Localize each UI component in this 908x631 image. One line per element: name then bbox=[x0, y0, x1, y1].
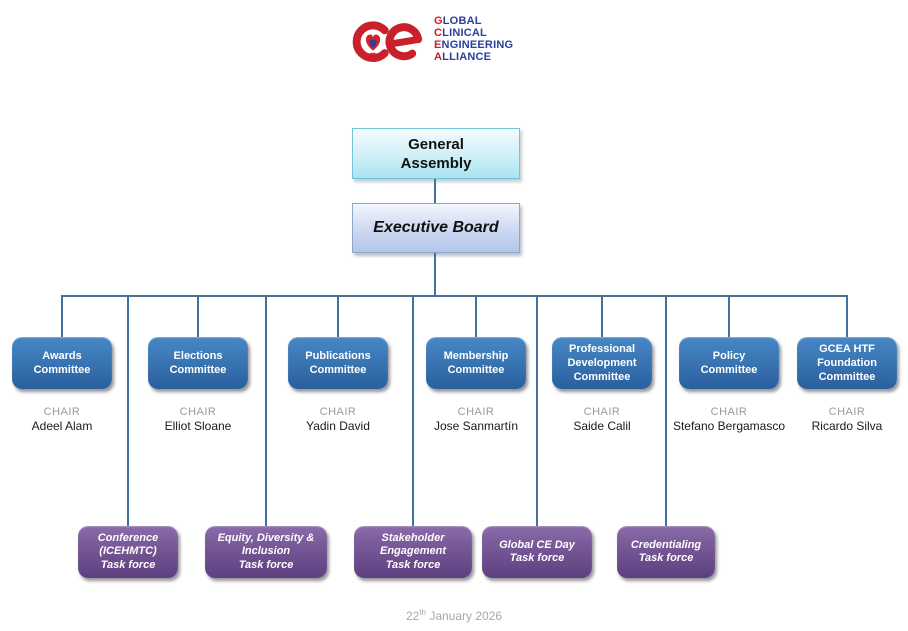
committee-elections bbox=[138, 337, 258, 434]
taskforce-label: Global CE Day bbox=[499, 538, 575, 551]
committee-label: Committee bbox=[33, 364, 91, 376]
committee-label: Committee bbox=[169, 364, 227, 376]
general-assembly-label: Assembly bbox=[400, 154, 472, 172]
committee-box bbox=[148, 337, 248, 389]
chair-name: Jose Sanmartín bbox=[433, 419, 519, 433]
committee-label: Committee bbox=[573, 371, 631, 383]
committee-label: Foundation bbox=[817, 357, 877, 369]
committee-label: Policy bbox=[712, 350, 746, 362]
committee-label: Committee bbox=[818, 371, 876, 383]
taskforce-label: Inclusion bbox=[241, 545, 291, 558]
general-assembly-label: General bbox=[408, 135, 464, 153]
taskforce-label: Conference bbox=[97, 531, 159, 544]
taskforce-label: Task force bbox=[100, 558, 156, 571]
chair-name: Stefano Bergamasco bbox=[672, 419, 786, 433]
taskforce-equity-diversity-inclusion bbox=[205, 526, 327, 578]
committee-label: Professional bbox=[568, 343, 636, 355]
taskforce-label: Task force bbox=[638, 552, 694, 564]
taskforce-label: Task force bbox=[509, 552, 565, 564]
connector-line bbox=[197, 296, 199, 337]
committee-box bbox=[426, 337, 526, 389]
connector-line bbox=[846, 296, 848, 337]
connector-line bbox=[337, 296, 339, 337]
connector-line bbox=[434, 179, 436, 203]
chair-title: CHAIR bbox=[828, 406, 866, 418]
committee-box bbox=[12, 337, 112, 389]
logo-line: ALLIANCE bbox=[434, 50, 492, 63]
committee-label: Committee bbox=[447, 364, 505, 376]
connector-line bbox=[412, 296, 414, 526]
chair-name: Saide Calil bbox=[573, 419, 631, 433]
committee-policy bbox=[669, 337, 789, 434]
committee-label: Publications bbox=[305, 350, 371, 362]
committee-gcea-htf-foundation bbox=[787, 337, 907, 434]
chair-block bbox=[32, 405, 93, 434]
committee-label: Elections bbox=[173, 350, 223, 362]
logo-line: CLINICAL bbox=[434, 26, 487, 39]
taskforce-label: Task force bbox=[238, 558, 294, 571]
logo-line: ENGINEERING bbox=[434, 38, 514, 51]
connector-line bbox=[601, 296, 603, 337]
taskforce-stakeholder-engagement bbox=[354, 526, 472, 578]
connector-line bbox=[665, 296, 667, 526]
connector-line bbox=[434, 253, 436, 296]
chair-block bbox=[306, 405, 370, 434]
committee-box bbox=[679, 337, 779, 389]
connector-line bbox=[265, 296, 267, 526]
chair-block bbox=[165, 405, 232, 434]
executive-board-box bbox=[352, 203, 520, 253]
chair-name: Yadin David bbox=[306, 419, 370, 433]
taskforce-label: Engagement bbox=[379, 545, 446, 558]
logo-line: GLOBAL bbox=[434, 14, 482, 27]
committee-professional-development bbox=[542, 337, 662, 434]
connector-line bbox=[728, 296, 730, 337]
committee-membership bbox=[416, 337, 536, 434]
footer-date: 22th January 2026 bbox=[405, 608, 503, 623]
committee-label: Membership bbox=[443, 350, 509, 362]
committee-label: Awards bbox=[42, 350, 82, 362]
connector-line bbox=[127, 296, 129, 526]
chair-block bbox=[573, 405, 630, 434]
taskforce-label: Stakeholder bbox=[381, 531, 445, 544]
taskforce-label: Equity, Diversity & bbox=[217, 531, 315, 544]
taskforce-conference-icehmtc bbox=[78, 526, 178, 578]
taskforce-label: Credentialing bbox=[630, 538, 702, 551]
connector-line bbox=[475, 296, 477, 337]
taskforce-label: Task force bbox=[385, 558, 441, 571]
chair-title: CHAIR bbox=[710, 406, 748, 418]
taskforce-label: (ICEHMTC) bbox=[99, 545, 157, 558]
committee-label: GCEA HTF bbox=[819, 343, 875, 355]
committee-awards bbox=[2, 337, 122, 434]
committee-label: Committee bbox=[309, 364, 367, 376]
logo-wordmark bbox=[434, 13, 513, 63]
chair-title: CHAIR bbox=[43, 406, 81, 418]
chair-block bbox=[673, 405, 785, 434]
chair-name: Adeel Alam bbox=[31, 419, 93, 433]
chair-title: CHAIR bbox=[319, 406, 357, 418]
executive-board-label: Executive Board bbox=[373, 219, 499, 236]
committee-publications bbox=[278, 337, 398, 434]
committee-label: Development bbox=[567, 357, 637, 369]
chair-title: CHAIR bbox=[179, 406, 217, 418]
chair-title: CHAIR bbox=[583, 406, 621, 418]
chair-block bbox=[812, 405, 883, 434]
connector-line bbox=[61, 296, 63, 337]
taskforce-global-ce-day bbox=[482, 526, 592, 578]
committee-box bbox=[552, 337, 652, 389]
connector-line bbox=[536, 296, 538, 526]
committee-box bbox=[797, 337, 897, 389]
taskforce-credentialing bbox=[617, 526, 715, 578]
gcea-logo bbox=[345, 10, 513, 65]
chair-block bbox=[434, 405, 518, 434]
chair-name: Elliot Sloane bbox=[164, 419, 232, 433]
committee-box bbox=[288, 337, 388, 389]
chair-title: CHAIR bbox=[457, 406, 495, 418]
ce-heart-logo-icon bbox=[345, 10, 431, 65]
committee-label: Committee bbox=[700, 364, 758, 376]
chair-name: Ricardo Silva bbox=[811, 419, 883, 433]
general-assembly-box bbox=[352, 128, 520, 179]
